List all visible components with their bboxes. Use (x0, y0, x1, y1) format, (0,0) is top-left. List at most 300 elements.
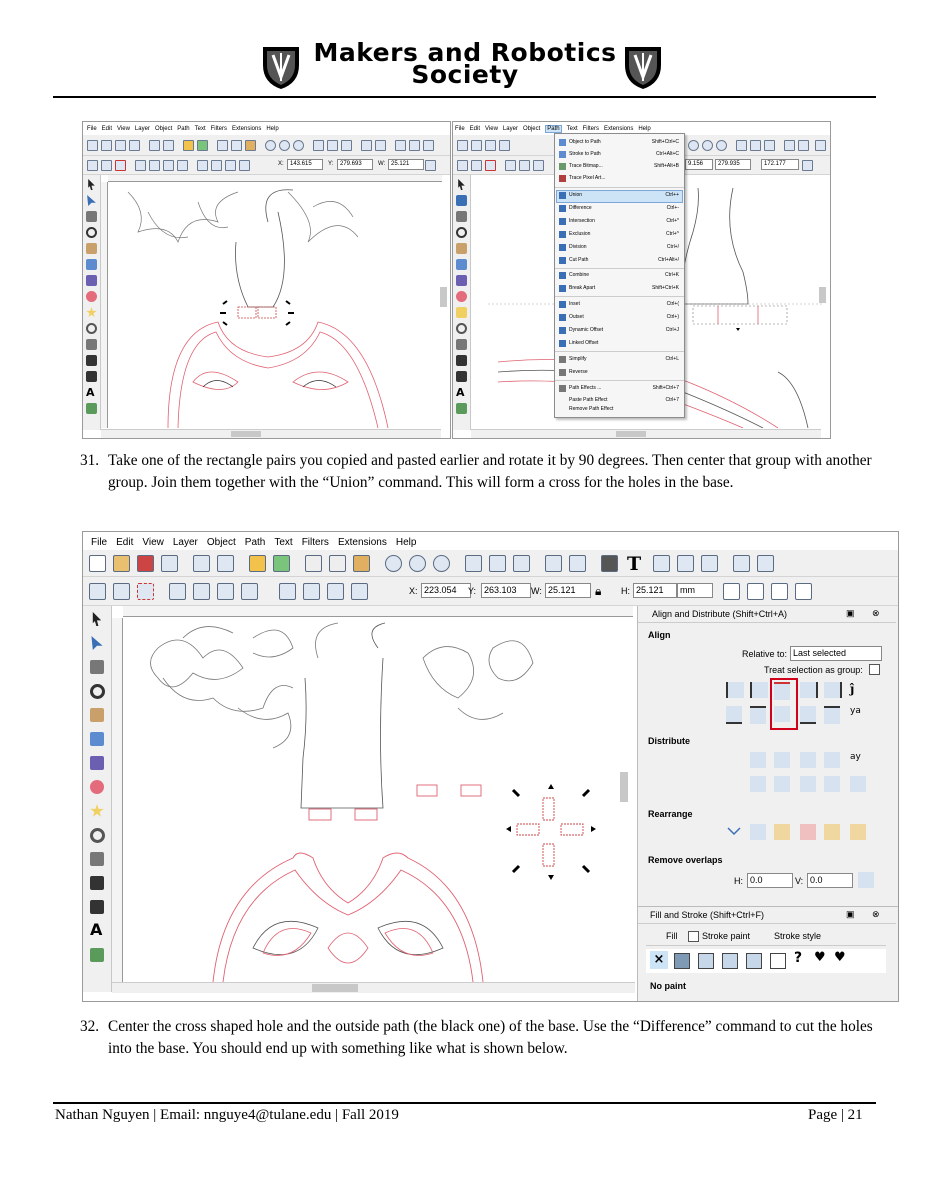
menu-file[interactable]: File (455, 126, 465, 132)
select-all-layers-icon[interactable] (471, 160, 482, 171)
menu-item-exclusion[interactable]: Exclusion (569, 231, 591, 237)
select-all-icon[interactable] (87, 160, 98, 171)
shortcut: Ctrl+K (664, 272, 679, 278)
scroll-thumb[interactable] (616, 431, 646, 437)
exclusion-icon (559, 231, 566, 238)
print-icon[interactable] (129, 140, 140, 151)
exchange-selection-icon[interactable] (774, 824, 790, 840)
scrollbar-horizontal[interactable] (112, 982, 635, 993)
menu-edit[interactable]: Edit (101, 126, 113, 132)
v-gap-label: V: (795, 876, 804, 886)
zoom-page-icon[interactable] (433, 555, 450, 572)
w-field[interactable]: 25.121 (388, 159, 424, 170)
select-all-icon[interactable] (457, 160, 468, 171)
zoom-tool-icon[interactable] (456, 227, 467, 238)
print-icon[interactable] (161, 555, 178, 572)
unlink-clone-icon[interactable] (341, 140, 352, 151)
align-right-icon[interactable] (800, 682, 818, 698)
align-bottom-edge-icon[interactable] (726, 706, 742, 724)
open-icon[interactable] (471, 140, 482, 151)
menu-item-union[interactable]: Union (569, 192, 583, 198)
w-field[interactable]: 25.121 (545, 583, 591, 598)
step-32 (80, 1016, 875, 1060)
menu-object[interactable]: Object (154, 126, 173, 132)
flat-color-icon[interactable] (674, 953, 690, 969)
menu-item-difference[interactable]: Difference (569, 205, 592, 211)
treat-as-group-checkbox[interactable] (869, 664, 880, 675)
deselect-icon[interactable] (137, 583, 154, 600)
toolbox (83, 606, 112, 992)
scroll-thumb[interactable] (312, 984, 358, 992)
align-right-edge-icon[interactable] (824, 682, 842, 698)
redo-icon[interactable] (197, 140, 208, 151)
calligraphy-tool-icon[interactable] (86, 371, 97, 382)
menu-item-outset[interactable]: Outset (569, 314, 584, 320)
node-tool-icon[interactable] (90, 636, 104, 650)
menu-layer[interactable]: Layer (134, 126, 150, 132)
pencil-tool-icon[interactable] (86, 339, 97, 350)
undo-icon[interactable] (249, 555, 266, 572)
xml-editor-icon[interactable] (395, 140, 406, 151)
rect-tool-icon[interactable] (86, 259, 97, 270)
y-field[interactable]: 263.103 (481, 583, 531, 598)
section-align: Align (648, 630, 671, 640)
zoom-drawing-icon[interactable] (279, 140, 290, 151)
menu-item-path-effects[interactable]: Path Effects ... (569, 385, 602, 391)
tweak-tool-icon[interactable] (86, 211, 97, 222)
menu-item-intersection[interactable]: Intersection (569, 218, 595, 224)
zoom-drawing-icon[interactable] (702, 140, 713, 151)
copy-icon[interactable] (305, 555, 322, 572)
raise-icon[interactable] (211, 160, 222, 171)
copy-icon[interactable] (217, 140, 228, 151)
scroll-thumb-vertical[interactable] (440, 287, 447, 307)
tab-stroke-style[interactable]: Stroke style (774, 931, 822, 941)
linear-gradient-icon[interactable] (698, 953, 714, 969)
menu-item-dynamic-offset[interactable]: Dynamic Offset (569, 327, 604, 333)
raise-icon[interactable] (303, 583, 320, 600)
scroll-thumb-vertical[interactable] (620, 772, 628, 802)
zoom-selection-icon[interactable] (265, 140, 276, 151)
menu-text[interactable]: Text (566, 126, 578, 132)
nonzero-icon[interactable]: ♥︎ (834, 950, 846, 965)
import-icon[interactable] (193, 555, 210, 572)
menu-extensions[interactable]: Extensions (337, 537, 387, 548)
distribute-top-icon[interactable] (750, 776, 766, 792)
distribute-bottom-icon[interactable] (800, 776, 816, 792)
scrollbar-horizontal[interactable] (471, 429, 821, 438)
xml-editor-icon[interactable] (677, 555, 694, 572)
x-label: X: (409, 586, 418, 596)
controls-toolbar (83, 577, 898, 606)
3dbox-tool-icon[interactable] (456, 275, 467, 286)
text-font-icon[interactable]: T (627, 553, 642, 575)
y-field[interactable]: 279.693 (337, 159, 373, 170)
raise-top-icon[interactable] (197, 160, 208, 171)
3dbox-tool-icon[interactable] (86, 275, 97, 286)
menu-file[interactable]: File (87, 126, 97, 132)
xml-editor-icon[interactable] (815, 140, 826, 151)
treat-as-group-label: Treat selection as group: (764, 665, 863, 675)
panel-menu-icon[interactable]: ▣ (846, 909, 855, 919)
menu-edit[interactable]: Edit (469, 126, 481, 132)
redo-icon[interactable] (273, 555, 290, 572)
calligraphy-tool-icon[interactable] (456, 371, 467, 382)
duplicate-icon[interactable] (465, 555, 482, 572)
inset-icon (559, 301, 566, 308)
spiral-tool-icon[interactable] (86, 323, 97, 334)
menu-filters[interactable]: Filters (210, 126, 227, 132)
zoom-tool-icon[interactable] (86, 227, 97, 238)
relative-to-select[interactable]: Last selected (790, 646, 882, 661)
trace-bitmap-icon (559, 163, 566, 170)
lower-bottom-icon[interactable] (351, 583, 368, 600)
distribute-baseline-icon[interactable]: ay (850, 752, 861, 762)
rotate-ccw-icon[interactable] (505, 160, 516, 171)
menu-help[interactable]: Help (266, 126, 279, 132)
menu-edit[interactable]: Edit (116, 537, 134, 548)
menu-path-open[interactable]: Path (547, 126, 560, 132)
distribute-right-icon[interactable] (800, 752, 816, 768)
align-baseline-icon[interactable]: ya (850, 706, 861, 716)
open-icon[interactable] (113, 555, 130, 572)
star-tool-icon[interactable] (86, 307, 97, 318)
preferences-icon[interactable] (733, 555, 750, 572)
rect-tool-icon[interactable] (456, 259, 467, 270)
spray-tool-icon[interactable] (86, 403, 97, 414)
lock-ratio-icon[interactable] (802, 160, 813, 171)
raise-top-icon[interactable] (279, 583, 296, 600)
step-text: Center the cross shaped hole and the outside path (the black one) of the base. Use the “Difference” command to cut the holes into the base. You should end up with something like what is shown below. (108, 1018, 873, 1057)
select-all-layers-icon[interactable] (101, 160, 112, 171)
menu-item-trace-bitmap[interactable]: Trace Bitmap... (569, 163, 603, 169)
ruler-vertical (101, 182, 108, 428)
lower-icon[interactable] (327, 583, 344, 600)
flip-h-icon[interactable] (533, 160, 544, 171)
distribute-gaps-h-icon[interactable] (824, 752, 840, 768)
pencil-tool-icon[interactable] (456, 339, 467, 350)
cut-icon[interactable] (231, 140, 242, 151)
x-field[interactable]: 223.054 (421, 583, 471, 598)
stroke-paint-icon (688, 931, 699, 942)
scroll-thumb-vertical[interactable] (819, 287, 826, 303)
stroke-to-path-icon (559, 151, 566, 158)
x-field[interactable]: 143.615 (287, 159, 323, 170)
deselect-icon[interactable] (485, 160, 496, 171)
transform-patterns-icon[interactable] (795, 583, 812, 600)
cut-path-icon (559, 257, 566, 264)
ungroup-icon[interactable] (798, 140, 809, 151)
cut-icon[interactable] (329, 555, 346, 572)
new-icon[interactable] (87, 140, 98, 151)
layers-icon[interactable] (423, 140, 434, 151)
flip-v-icon[interactable] (177, 160, 188, 171)
import-icon[interactable] (149, 140, 160, 151)
flip-v-icon[interactable] (241, 583, 258, 600)
graph-arrange-icon[interactable] (726, 824, 742, 840)
new-icon[interactable] (457, 140, 468, 151)
toolbox (83, 175, 101, 430)
rotate-ccw-icon[interactable] (135, 160, 146, 171)
pattern-icon[interactable] (770, 953, 786, 969)
measure-tool-icon[interactable] (456, 243, 467, 254)
ellipse-tool-icon[interactable] (90, 780, 104, 794)
menu-file[interactable]: File (91, 537, 108, 548)
outset-icon (559, 314, 566, 321)
duplicate-icon[interactable] (736, 140, 747, 151)
save-icon[interactable] (485, 140, 496, 151)
star-tool-icon[interactable] (90, 804, 104, 818)
ungroup-icon[interactable] (569, 555, 586, 572)
transform-gradients-icon[interactable] (771, 583, 788, 600)
unit-select[interactable]: mm (677, 583, 713, 598)
paste-icon[interactable] (353, 555, 370, 572)
menu-path[interactable]: Path (177, 126, 190, 132)
align-text-baseline-icon[interactable]: ĵ (850, 682, 855, 696)
group-icon[interactable] (361, 140, 372, 151)
rect-tool-icon[interactable] (90, 732, 104, 746)
panel-close-icon[interactable]: ⊗ (872, 608, 880, 618)
align-left-icon[interactable] (750, 682, 768, 698)
menu-item-division[interactable]: Division (569, 244, 587, 250)
menu-item-inset[interactable]: Inset (569, 301, 580, 307)
align-bottom-icon[interactable] (800, 706, 816, 724)
open-icon[interactable] (101, 140, 112, 151)
menu-text[interactable]: Text (194, 126, 206, 132)
align-left-edge-icon[interactable] (726, 682, 744, 698)
lower-bottom-icon[interactable] (239, 160, 250, 171)
unlink-clone-icon[interactable] (513, 555, 530, 572)
rotate-cw-icon[interactable] (149, 160, 160, 171)
menu-item-object-to-path[interactable]: Object to Path (569, 139, 601, 145)
path-dropdown-menu (554, 133, 685, 418)
no-paint-icon[interactable]: × (650, 951, 668, 969)
measure-tool-icon[interactable] (86, 243, 97, 254)
lower-icon[interactable] (225, 160, 236, 171)
calligraphy-tool-icon[interactable] (90, 900, 104, 914)
pencil-tool-icon[interactable] (90, 852, 104, 866)
menu-view[interactable]: View (117, 126, 130, 132)
new-icon[interactable] (89, 555, 106, 572)
shortcut: Shift+Ctrl+C (651, 139, 679, 145)
align-top-edge-icon[interactable] (824, 706, 840, 724)
menu-filters[interactable]: Filters (301, 537, 329, 548)
menu-item-simplify[interactable]: Simplify (569, 356, 587, 362)
deselect-icon[interactable] (115, 160, 126, 171)
zoom-selection-icon[interactable] (385, 555, 402, 572)
menu-help[interactable]: Help (638, 126, 651, 132)
x-field[interactable]: 9.156 (685, 159, 713, 170)
menu-text[interactable]: Text (274, 537, 293, 548)
unset-paint-icon[interactable]: ? (794, 950, 803, 966)
flip-h-icon[interactable] (217, 583, 234, 600)
scroll-thumb[interactable] (231, 431, 261, 437)
export-icon[interactable] (163, 140, 174, 151)
menu-help[interactable]: Help (395, 537, 417, 548)
rotate-cw-icon[interactable] (519, 160, 530, 171)
measure-tool-icon[interactable] (90, 708, 104, 722)
distribute-gaps-v-icon[interactable] (824, 776, 840, 792)
h-gap-field[interactable]: 0.0 (747, 873, 793, 888)
distribute-left-icon[interactable] (750, 752, 766, 768)
shortcut: Ctrl+- (666, 205, 679, 211)
ungroup-icon[interactable] (375, 140, 386, 151)
menu-view[interactable]: View (485, 126, 498, 132)
undo-icon[interactable] (183, 140, 194, 151)
spiral-tool-icon[interactable] (456, 323, 467, 334)
fill-stroke-icon[interactable] (601, 555, 618, 572)
zoom-drawing-icon[interactable] (409, 555, 426, 572)
randomize-icon[interactable] (824, 824, 840, 840)
canvas-drawing[interactable] (123, 618, 633, 982)
zoom-page-icon[interactable] (293, 140, 304, 151)
paste-icon[interactable] (245, 140, 256, 151)
menu-object[interactable]: Object (206, 537, 236, 548)
tab-fill[interactable]: Fill (666, 931, 678, 941)
spray-tool-icon[interactable] (90, 948, 104, 962)
rotate-ccw-icon[interactable] (169, 583, 186, 600)
footer-page-number: Page | 21 (808, 1107, 863, 1123)
layers-icon[interactable] (653, 555, 670, 572)
evenodd-icon[interactable]: ♥︎ (814, 950, 826, 965)
pen-tool-icon[interactable] (456, 355, 467, 366)
shortcut: Ctrl+) (666, 314, 679, 320)
distribute-center-v-icon[interactable] (774, 776, 790, 792)
shield-logo-right (621, 43, 665, 91)
tab-stroke-paint[interactable]: Stroke paint (702, 931, 751, 941)
menu-item-linked-offset[interactable]: Linked Offset (569, 340, 599, 346)
rotate-cw-icon[interactable] (193, 583, 210, 600)
canvas-drawing[interactable] (108, 182, 442, 428)
menu-item-trace-pixel-art[interactable]: Trace Pixel Art... (569, 175, 606, 181)
menu-view[interactable]: View (142, 537, 164, 548)
menu-extensions[interactable]: Extensions (231, 126, 262, 132)
section-distribute: Distribute (648, 736, 691, 746)
clone-icon[interactable] (750, 140, 761, 151)
menu-layer[interactable]: Layer (172, 537, 198, 548)
screenshot-inkscape-path-menu (452, 121, 831, 439)
menu-path[interactable]: Path (244, 537, 266, 548)
x-label: X: (278, 161, 284, 167)
fill-stroke-panel (637, 906, 898, 1001)
menu-item-paste-path-effect[interactable]: Paste Path Effect (569, 397, 608, 403)
ellipse-tool-icon[interactable] (86, 291, 97, 302)
duplicate-icon[interactable] (313, 140, 324, 151)
group-icon[interactable] (545, 555, 562, 572)
menu-filters[interactable]: Filters (582, 126, 599, 132)
export-icon[interactable] (217, 555, 234, 572)
step-31 (80, 450, 875, 494)
pen-tool-icon[interactable] (90, 876, 104, 890)
scale-corners-icon[interactable] (747, 583, 764, 600)
exchange-clockwise-icon[interactable] (800, 824, 816, 840)
select-all-layers-icon[interactable] (113, 583, 130, 600)
unlink-clone-icon[interactable] (764, 140, 775, 151)
mesh-gradient-icon[interactable] (746, 953, 762, 969)
footer-rule (53, 1102, 876, 1104)
menu-item-reverse[interactable]: Reverse (569, 369, 588, 375)
text-tool-icon[interactable]: A (90, 920, 103, 939)
panel-title: Fill and Stroke (Shift+Ctrl+F) (650, 910, 765, 920)
selector-tool-icon[interactable] (90, 612, 104, 626)
menu-item-remove-path-effect[interactable]: Remove Path Effect (569, 406, 614, 412)
menu-extensions[interactable]: Extensions (603, 126, 634, 132)
h-field[interactable]: 25.121 (633, 583, 677, 598)
union-icon (559, 192, 566, 199)
print-icon[interactable] (499, 140, 510, 151)
menu-layer[interactable]: Layer (502, 126, 518, 132)
menu-item-break-apart[interactable]: Break Apart (569, 285, 596, 291)
clone-icon[interactable] (327, 140, 338, 151)
scrollbar-horizontal[interactable] (101, 429, 441, 438)
zoom-page-icon[interactable] (716, 140, 727, 151)
save-icon[interactable] (115, 140, 126, 151)
v-gap-field[interactable]: 0.0 (807, 873, 853, 888)
flip-h-icon[interactable] (163, 160, 174, 171)
scale-stroke-icon[interactable] (723, 583, 740, 600)
text-tool-icon[interactable]: A (86, 386, 95, 399)
group-icon[interactable] (784, 140, 795, 151)
3dbox-tool-icon[interactable] (90, 756, 104, 770)
zoom-selection-icon[interactable] (688, 140, 699, 151)
w-field[interactable]: 172.177 (761, 159, 799, 170)
menu-item-combine[interactable]: Combine (569, 272, 590, 278)
menu-item-cut-path[interactable]: Cut Path (569, 257, 589, 263)
node-tool-icon[interactable] (456, 195, 467, 206)
panel-menu-icon[interactable]: ▣ (846, 608, 855, 618)
spray-tool-icon[interactable] (456, 403, 467, 414)
text-tool-icon[interactable] (409, 140, 420, 151)
align-icon[interactable] (701, 555, 718, 572)
distribute-baseline-v-icon[interactable] (850, 776, 866, 792)
save-icon[interactable] (137, 555, 154, 572)
w-label: W: (378, 161, 386, 167)
exchange-positions-icon[interactable] (750, 824, 766, 840)
distribute-center-h-icon[interactable] (774, 752, 790, 768)
select-all-icon[interactable] (89, 583, 106, 600)
menu-item-stroke-to-path[interactable]: Stroke to Path (569, 151, 601, 157)
document-properties-icon[interactable] (757, 555, 774, 572)
y-label: Y: (328, 161, 334, 167)
lock-ratio-icon[interactable] (425, 160, 436, 171)
tweak-tool-icon[interactable] (90, 660, 104, 674)
spiral-tool-icon[interactable] (90, 828, 105, 843)
ellipse-tool-icon[interactable] (456, 291, 467, 302)
radial-gradient-icon[interactable] (722, 953, 738, 969)
tweak-tool-icon[interactable] (456, 211, 467, 222)
remove-overlaps-icon[interactable] (858, 872, 874, 888)
panel-close-icon[interactable]: ⊗ (872, 909, 880, 919)
clone-icon[interactable] (489, 555, 506, 572)
difference-icon (559, 205, 566, 212)
unclump-icon[interactable] (850, 824, 866, 840)
simplify-icon (559, 356, 566, 363)
y-field[interactable]: 279.935 (715, 159, 751, 170)
y-label: Y: (468, 586, 477, 596)
relative-to-label: Relative to: (742, 649, 788, 659)
pen-tool-icon[interactable] (86, 355, 97, 366)
page-title (300, 38, 630, 89)
selector-tool-icon[interactable] (456, 179, 467, 190)
lock-ratio-icon[interactable]: 🔒︎ (595, 584, 602, 598)
star-tool-icon[interactable] (456, 307, 467, 318)
text-tool-icon[interactable]: A (456, 386, 465, 399)
zoom-tool-icon[interactable] (90, 684, 105, 699)
node-tool-icon[interactable] (86, 195, 97, 206)
menu-object[interactable]: Object (522, 126, 541, 132)
selector-tool-icon[interactable] (86, 179, 97, 190)
align-top-icon[interactable] (750, 706, 766, 724)
